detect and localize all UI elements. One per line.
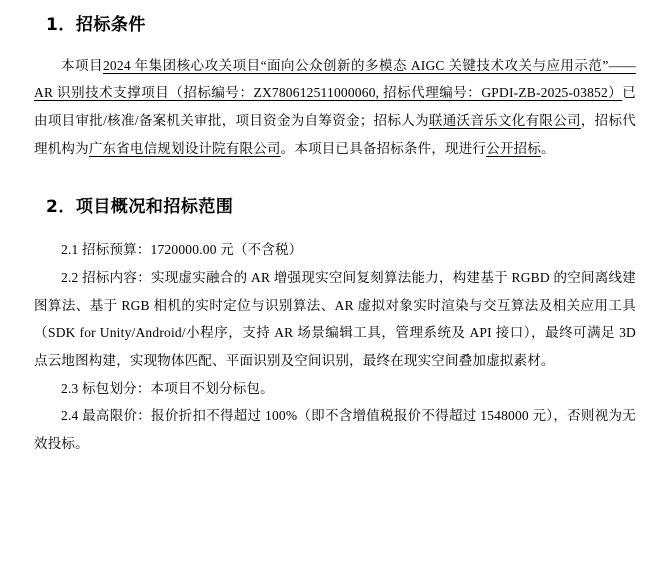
paragraph-标包划分: 2.3 标包划分：本项目不划分标包。 [61, 380, 274, 396]
section-1-title: 招标条件 [75, 15, 146, 35]
section-2-number: 2． [46, 197, 76, 218]
paragraph-招标条件: 本项目2024 年集团核心攻关项目“面向公众创新的多模态 AIGC 关键技术攻关与应用示范”——AR 识别技术支撑项目（招标编号：ZX780612511000060, 招标代理编号：GPDI-ZB-2025-03852）已由项目审批/核准/备案机关审批，项目资金为自筹资金；招标人为联通沃音乐文化有限公司，招标代理机构为广东省电信规划设计院有限公司。本项目已具备招标条件，现进行公开招标。 [34, 57, 636, 156]
section-1-title-text [46, 14, 636, 38]
section-heading-2 [34, 196, 636, 220]
paragraph-招标内容: 2.2 招标内容：实现虚实融合的 AR 增强现实空间复刻算法能力，构建基于 RGBD 的空间离线建图算法、基于 RGB 相机的实时定位与识别算法、AR 虚拟对象实时渲染与交互算法及相关应用工具（SDK for Unity/Android/小程序，支持 AR 场景编辑工具，管理系统及 API 接口），最终可满足 3D 点云地图构建，实现物体匹配、平面识别及空间识别，最终在现实空间叠加虚拟素材。 [34, 269, 636, 368]
section-2-title-text [46, 196, 636, 220]
section-heading-1 [34, 14, 636, 38]
paragraph-最高限价: 2.4 最高限价：报价折扣不得超过 100%（即不含增值税报价不得超过 1548000 元），否则视为无效投标。 [34, 408, 636, 451]
section-1-number: 1． [46, 15, 76, 35]
section-2-title: 项目概况和招标范围 [75, 197, 234, 218]
paragraph-招标预算: 2.1 招标预算：1720000.00 元（不含税） [61, 242, 303, 258]
section-1-body [34, 52, 636, 163]
section-2-body [34, 236, 636, 457]
